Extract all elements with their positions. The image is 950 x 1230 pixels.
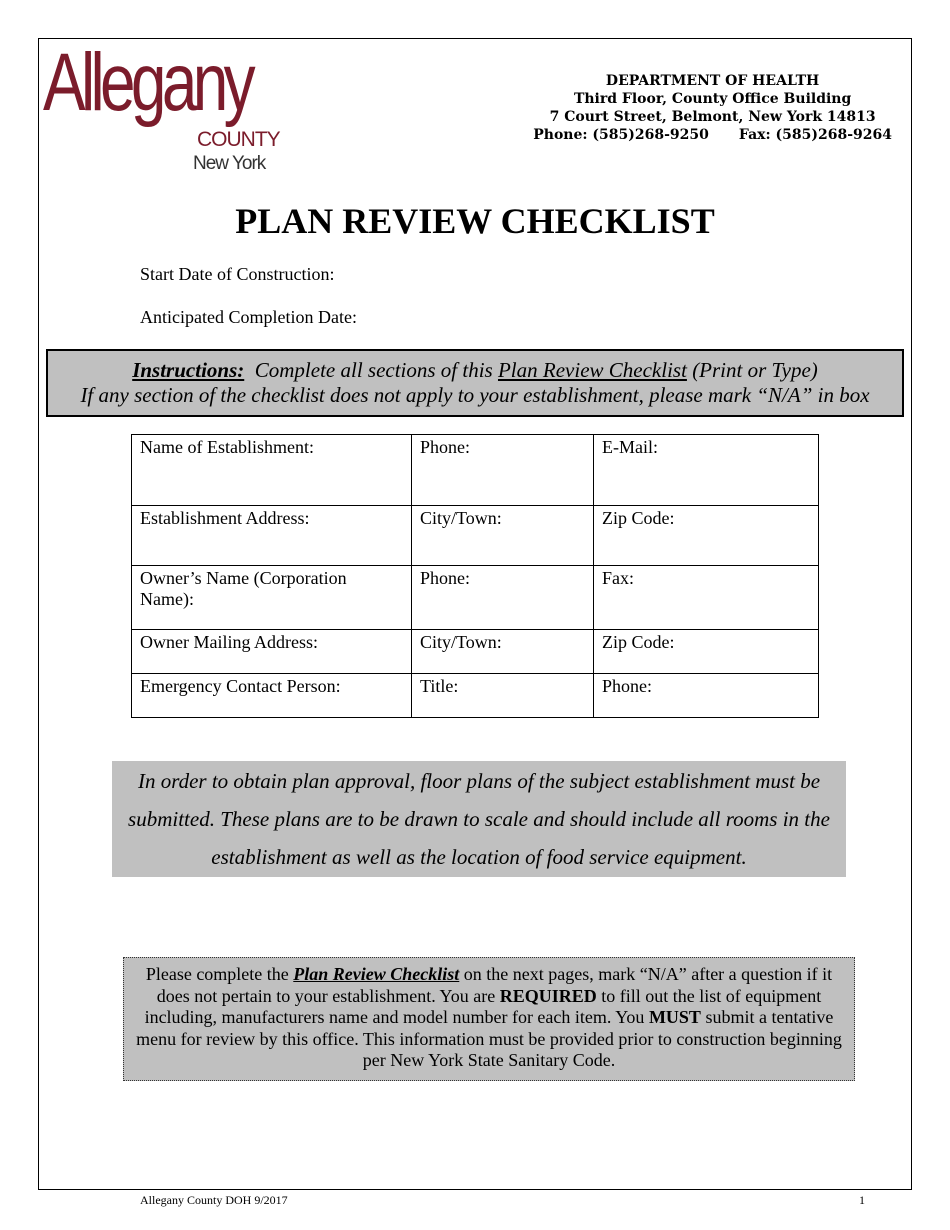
county-logo xyxy=(43,37,293,180)
page-title: PLAN REVIEW CHECKLIST xyxy=(235,201,715,241)
department-header xyxy=(533,72,892,144)
completion-date-label: Anticipated Completion Date: xyxy=(140,307,357,327)
must-emphasis: MUST xyxy=(648,1007,701,1027)
field-owner-name[interactable]: Owner’s Name (Corporation Name): xyxy=(132,566,412,630)
instructions-label: Instructions: xyxy=(132,358,245,382)
establishment-info-table xyxy=(131,434,819,718)
field-contact-title[interactable]: Title: xyxy=(412,674,594,718)
table-row xyxy=(132,435,819,506)
field-contact-phone[interactable]: Phone: xyxy=(594,674,819,718)
complete-text-3: to fill out the list of equipment including, manufacturers name and model number for each item. You xyxy=(144,985,822,1027)
field-establishment-address[interactable]: Establishment Address: xyxy=(132,506,412,566)
department-fax: Fax: (585)268-9264 xyxy=(738,127,892,143)
field-email[interactable]: E-Mail: xyxy=(594,435,819,506)
table-row xyxy=(132,630,819,674)
field-emergency-contact[interactable]: Emergency Contact Person: xyxy=(132,674,412,718)
field-owner-city-town[interactable]: City/Town: xyxy=(412,630,594,674)
complete-text-4: submit a tentative menu for review by this office. This information must be provided prior to construction beginning per New York State Sanitary Code. xyxy=(136,1007,842,1070)
instructions-text-b: (Print or Type) xyxy=(692,358,818,382)
footer-document-id: Allegany County DOH 9/2017 xyxy=(140,1193,288,1207)
field-owner-phone[interactable]: Phone: xyxy=(412,566,594,630)
table-row xyxy=(132,566,819,630)
table-row xyxy=(132,506,819,566)
department-address: 7 Court Street, Belmont, New York 14813 xyxy=(549,109,876,125)
instructions-text-a: Complete all sections of this xyxy=(254,358,493,382)
instructions-box xyxy=(46,349,904,417)
field-owner-fax[interactable]: Fax: xyxy=(594,566,819,630)
instructions-checklist: Plan Review Checklist xyxy=(497,358,687,382)
instructions-line-1 xyxy=(48,358,902,383)
logo-wordmark: Allegany xyxy=(43,37,251,128)
department-contact xyxy=(533,126,892,144)
department-building: Third Floor, County Office Building xyxy=(573,91,852,107)
field-city-town[interactable]: City/Town: xyxy=(412,506,594,566)
complete-text-1: Please complete the xyxy=(145,964,289,984)
field-owner-zip-code[interactable]: Zip Code: xyxy=(594,630,819,674)
logo-county: COUNTY xyxy=(197,128,280,151)
start-date-label: Start Date of Construction: xyxy=(140,264,335,284)
complete-text-2: on the next pages, mark “N/A” after a question if it does not pertain to your establishment. You are xyxy=(156,964,833,1006)
department-name: DEPARTMENT OF HEALTH xyxy=(605,73,820,89)
plan-approval-note: In order to obtain plan approval, floor plans of the subject establishment must be submitted. These plans are to be drawn to scale and should include all rooms in the establishment as well as the location of food service equipment. xyxy=(112,761,846,877)
field-zip-code[interactable]: Zip Code: xyxy=(594,506,819,566)
table-row xyxy=(132,674,819,718)
required-emphasis: REQUIRED xyxy=(499,985,597,1006)
field-phone[interactable]: Phone: xyxy=(412,435,594,506)
logo-state: New York xyxy=(193,153,266,174)
complete-checklist-name: Plan Review Checklist xyxy=(293,964,460,984)
department-phone: Phone: (585)268-9250 xyxy=(533,127,709,143)
complete-checklist-note xyxy=(123,957,855,1081)
field-establishment-name[interactable]: Name of Establishment: xyxy=(132,435,412,506)
field-owner-mailing-address[interactable]: Owner Mailing Address: xyxy=(132,630,412,674)
instructions-line-2: If any section of the checklist does not apply to your establishment, please mark “N/A” in box xyxy=(80,383,870,407)
footer-page-number: 1 xyxy=(859,1193,865,1207)
